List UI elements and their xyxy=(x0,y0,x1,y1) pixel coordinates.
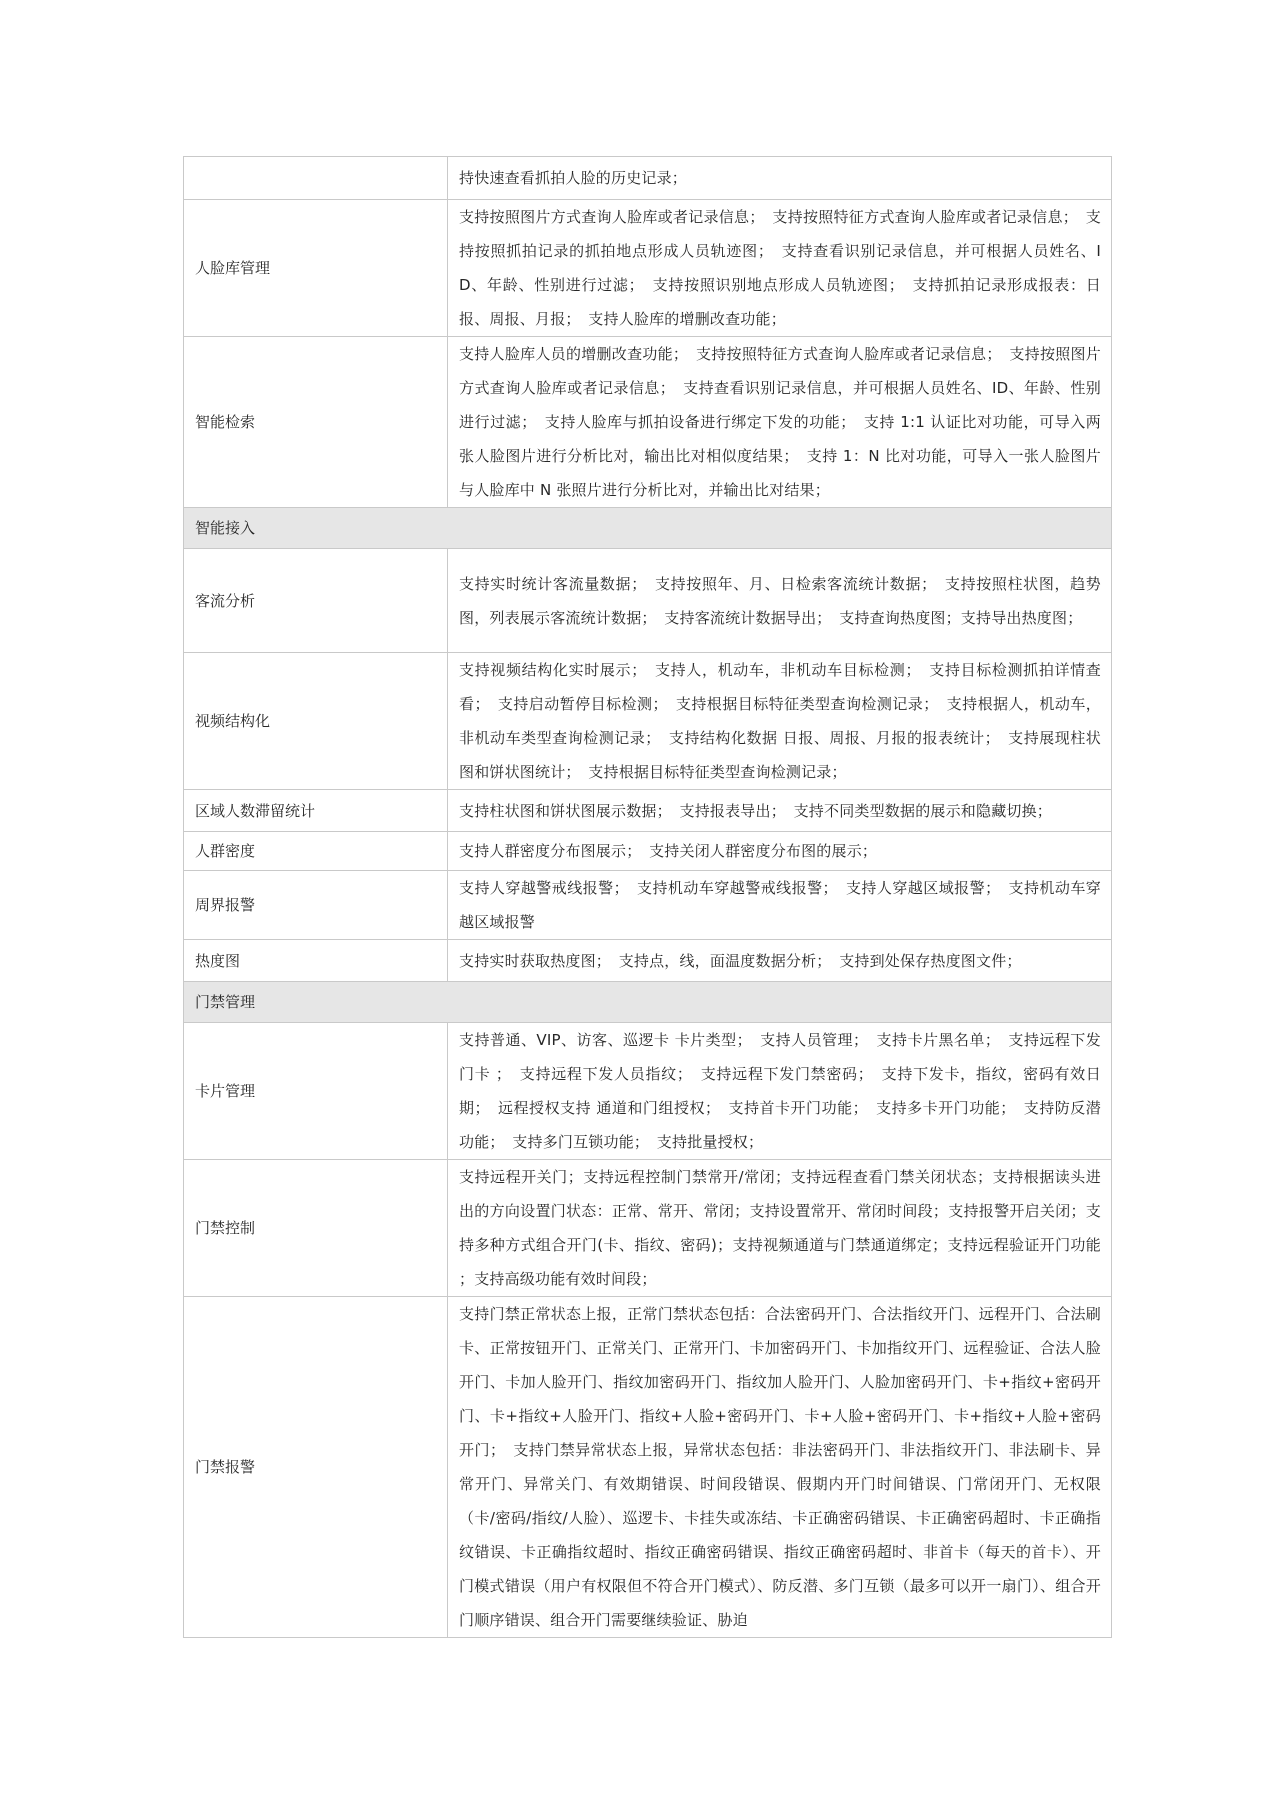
section-title: 门禁管理 xyxy=(184,982,1112,1023)
table-row xyxy=(184,832,1112,871)
table-row xyxy=(184,1297,1112,1638)
feature-description: 支持人穿越警戒线报警； 支持机动车穿越警戒线报警； 支持人穿越区域报警； 支持机动车穿越区域报警 xyxy=(448,871,1112,940)
feature-description: 支持柱状图和饼状图展示数据； 支持报表导出； 支持不同类型数据的展示和隐藏切换； xyxy=(448,790,1112,832)
table-row xyxy=(184,653,1112,790)
feature-name: 门禁控制 xyxy=(184,1160,448,1297)
feature-description: 支持实时获取热度图； 支持点，线，面温度数据分析； 支持到处保存热度图文件； xyxy=(448,940,1112,982)
table-row xyxy=(184,940,1112,982)
table-row xyxy=(184,1160,1112,1297)
feature-name: 卡片管理 xyxy=(184,1023,448,1160)
feature-name: 门禁报警 xyxy=(184,1297,448,1638)
feature-description: 支持按照图片方式查询人脸库或者记录信息； 支持按照特征方式查询人脸库或者记录信息； 支持按照抓拍记录的抓拍地点形成人员轨迹图； 支持查看识别记录信息，并可根据人员姓名、ID、年龄、性别进行过滤； 支持按照识别地点形成人员轨迹图； 支持抓拍记录形成报表：日报、周报、月报； 支持人脸库的增删改查功能； xyxy=(448,200,1112,337)
table-row xyxy=(184,337,1112,508)
feature-name: 周界报警 xyxy=(184,871,448,940)
table-row xyxy=(184,871,1112,940)
table-row xyxy=(184,157,1112,200)
table-row xyxy=(184,1023,1112,1160)
section-header-row xyxy=(184,982,1112,1023)
feature-name: 视频结构化 xyxy=(184,653,448,790)
section-title: 智能接入 xyxy=(184,508,1112,549)
feature-description: 支持人群密度分布图展示； 支持关闭人群密度分布图的展示； xyxy=(448,832,1112,871)
section-header-row xyxy=(184,508,1112,549)
feature-description: 支持远程开关门；支持远程控制门禁常开/常闭；支持远程查看门禁关闭状态；支持根据读头进出的方向设置门状态：正常、常开、常闭；支持设置常开、常闭时间段；支持报警开启关闭；支持多种方式组合开门(卡、指纹、密码)；支持视频通道与门禁通道绑定；支持远程验证开门功能 ；支持高级功能有效时间段； xyxy=(448,1160,1112,1297)
feature-description: 支持实时统计客流量数据； 支持按照年、月、日检索客流统计数据； 支持按照柱状图，趋势图，列表展示客流统计数据； 支持客流统计数据导出； 支持查询热度图；支持导出热度图； xyxy=(448,549,1112,653)
table-row xyxy=(184,200,1112,337)
feature-name: 人脸库管理 xyxy=(184,200,448,337)
feature-name: 热度图 xyxy=(184,940,448,982)
feature-description: 持快速查看抓拍人脸的历史记录； xyxy=(448,157,1112,200)
feature-name: 智能检索 xyxy=(184,337,448,508)
document-page xyxy=(183,156,1111,1638)
table-row xyxy=(184,790,1112,832)
spec-table xyxy=(183,156,1112,1638)
feature-description: 支持视频结构化实时展示； 支持人，机动车，非机动车目标检测； 支持目标检测抓拍详情查看； 支持启动暂停目标检测； 支持根据目标特征类型查询检测记录； 支持根据人，机动车，非机动车类型查询检测记录； 支持结构化数据 日报、周报、月报的报表统计； 支持展现柱状图和饼状图统计； 支持根据目标特征类型查询检测记录； xyxy=(448,653,1112,790)
feature-name: 区域人数滞留统计 xyxy=(184,790,448,832)
feature-name: 客流分析 xyxy=(184,549,448,653)
feature-description: 支持人脸库人员的增删改查功能； 支持按照特征方式查询人脸库或者记录信息； 支持按照图片方式查询人脸库或者记录信息； 支持查看识别记录信息，并可根据人员姓名、ID、年龄、性别进行过滤； 支持人脸库与抓拍设备进行绑定下发的功能； 支持 1:1 认证比对功能，可导入两张人脸图片进行分析比对，输出比对相似度结果； 支持 1：N 比对功能，可导入一张人脸图片与人脸库中 N 张照片进行分析比对，并输出比对结果； xyxy=(448,337,1112,508)
feature-name: 人群密度 xyxy=(184,832,448,871)
feature-description: 支持门禁正常状态上报，正常门禁状态包括：合法密码开门、合法指纹开门、远程开门、合法刷卡、正常按钮开门、正常关门、正常开门、卡加密码开门、卡加指纹开门、远程验证、合法人脸开门、卡加人脸开门、指纹加密码开门、指纹加人脸开门、人脸加密码开门、卡+指纹+密码开门、卡+指纹+人脸开门、指纹+人脸+密码开门、卡+人脸+密码开门、卡+指纹+人脸+密码开门； 支持门禁异常状态上报，异常状态包括：非法密码开门、非法指纹开门、非法刷卡、异常开门、异常关门、有效期错误、时间段错误、假期内开门时间错误、门常闭开门、无权限（卡/密码/指纹/人脸）、巡逻卡、卡挂失或冻结、卡正确密码错误、卡正确密码超时、卡正确指纹错误、卡正确指纹超时、指纹正确密码错误、指纹正确密码超时、非首卡（每天的首卡）、开门模式错误（用户有权限但不符合开门模式）、防反潜、多门互锁（最多可以开一扇门）、组合开门顺序错误、组合开门需要继续验证、胁迫 xyxy=(448,1297,1112,1638)
feature-description: 支持普通、VIP、访客、巡逻卡 卡片类型； 支持人员管理； 支持卡片黑名单； 支持远程下发门卡 ； 支持远程下发人员指纹； 支持远程下发门禁密码； 支持下发卡，指纹，密码有效日期； 远程授权支持 通道和门组授权； 支持首卡开门功能； 支持多卡开门功能； 支持防反潜功能； 支持多门互锁功能； 支持批量授权； xyxy=(448,1023,1112,1160)
table-row xyxy=(184,549,1112,653)
feature-name xyxy=(184,157,448,200)
